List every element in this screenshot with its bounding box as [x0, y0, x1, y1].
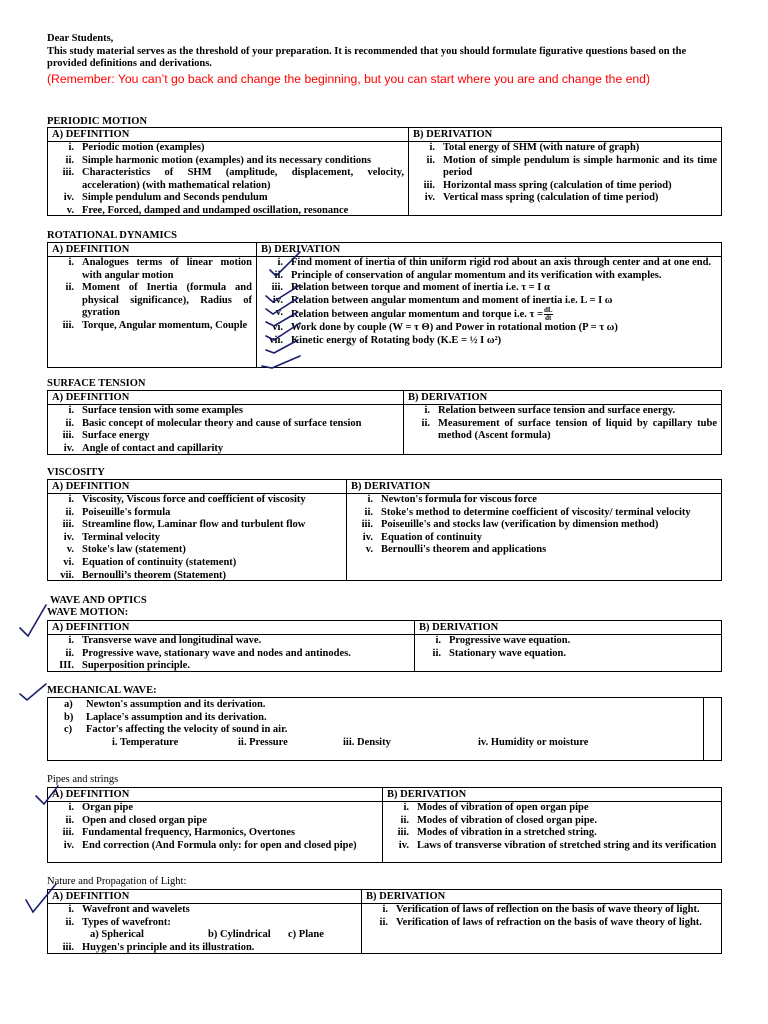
item-number: iv.	[63, 442, 74, 454]
item-number: i.	[435, 635, 441, 646]
derivation-column	[256, 243, 721, 367]
item-text: Progressive wave equation.	[449, 635, 571, 646]
item-number: iii.	[62, 941, 74, 953]
item-text: Work done by couple (W = τ Θ) and Power in rotational motion (P = τ ω)	[291, 322, 618, 334]
definition-list	[48, 257, 256, 333]
item-number: b)	[64, 711, 74, 723]
item-text: Horizontal mass spring (calculation of time period)	[443, 179, 672, 191]
section-title-mechanical-wave: MECHANICAL WAVE:	[47, 685, 157, 696]
item-number: vi.	[272, 322, 283, 334]
list-item	[48, 532, 346, 545]
item-text: Wavefront and wavelets	[82, 904, 190, 915]
definition-list	[48, 635, 414, 673]
item-number: v.	[66, 204, 74, 216]
list-item	[48, 320, 256, 333]
item-number: iv.	[63, 839, 74, 851]
item-number: i.	[68, 802, 74, 813]
empty-column	[703, 698, 721, 760]
derivation-header: B) DERIVATION	[415, 621, 721, 635]
item-text: Verification of laws of refraction on the basis of wave theory of light.	[396, 916, 702, 928]
list-item	[383, 827, 721, 840]
item-text: Factor's affecting the velocity of sound in air.	[86, 724, 288, 736]
section-title-light: Nature and Propagation of Light:	[47, 876, 187, 887]
definition-list	[48, 142, 408, 218]
item-text: Kinetic energy of Rotating body (K.E = ½ I ω²)	[291, 334, 502, 346]
item-number: iii.	[271, 282, 283, 294]
factor-item: ii. Pressure	[238, 736, 288, 748]
intro	[47, 33, 727, 71]
wavefront-types	[48, 929, 361, 942]
item-text: Measurement of surface tension of liquid by capillary tube method (Ascent formula)	[438, 417, 717, 442]
factor-item: iv. Humidity or moisture	[478, 736, 589, 748]
item-number: ii.	[379, 916, 388, 928]
list-item	[347, 544, 721, 557]
periodic-motion-table	[47, 127, 722, 216]
item-number: i.	[68, 257, 74, 268]
item-text: Equation of continuity	[381, 531, 482, 543]
item-number: i.	[429, 142, 435, 153]
section-title-viscosity: VISCOSITY	[47, 467, 105, 478]
list-item	[409, 155, 721, 180]
item-number: iii.	[423, 179, 435, 191]
derivation-column	[382, 788, 721, 862]
item-number: v.	[66, 544, 74, 556]
definition-header: A) DEFINITION	[48, 788, 382, 802]
list-item	[347, 532, 721, 545]
item-number: ii.	[65, 814, 74, 826]
definition-list	[48, 405, 403, 455]
list-item	[409, 142, 721, 155]
item-text: Newton's assumption and its derivation.	[86, 699, 266, 710]
list-item	[48, 192, 408, 205]
list-item	[257, 322, 721, 335]
item-text: Progressive wave, stationary wave and nodes and antinodes.	[82, 647, 351, 659]
item-number: i.	[68, 405, 74, 416]
wavefront-type: b) Cylindrical	[208, 929, 271, 941]
remember-note: (Remember: You can’t go back and change the beginning, but you can start where you are and change the end)	[47, 72, 651, 86]
item-text: Huygen's principle and its illustration.	[82, 941, 255, 953]
item-number: i.	[382, 904, 388, 915]
item-number: ii.	[421, 417, 430, 429]
wavefront-type: c) Plane	[288, 929, 324, 941]
list-item	[347, 494, 721, 507]
list-item	[48, 942, 361, 955]
item-number: v.	[275, 307, 283, 319]
item-number: a)	[64, 699, 73, 710]
definition-header: A) DEFINITION	[48, 480, 346, 494]
definition-header: A) DEFINITION	[48, 128, 408, 142]
item-number: iv.	[362, 531, 373, 543]
list-item	[48, 519, 346, 532]
list-item	[48, 544, 346, 557]
definition-header: A) DEFINITION	[48, 890, 361, 904]
item-number: iv.	[63, 192, 74, 204]
item-number: iii.	[361, 519, 373, 531]
item-number: ii.	[432, 647, 441, 659]
definition-list	[48, 904, 361, 954]
item-number: ii.	[364, 506, 373, 518]
item-text: Laplace's assumption and its derivation.	[86, 711, 267, 723]
list-item	[48, 494, 346, 507]
item-text: Principle of conservation of angular momentum and its verification with examples.	[291, 269, 662, 281]
item-number: iii.	[62, 319, 74, 331]
item-number: iv.	[272, 294, 283, 306]
light-table	[47, 889, 722, 954]
item-text: Angle of contact and capillarity	[82, 442, 224, 454]
item-text: Modes of vibration of open organ pipe	[417, 802, 589, 813]
item-text: Modes of vibration of closed organ pipe.	[417, 814, 597, 826]
item-text: Analogues terms of linear motion with angular motion	[82, 257, 252, 281]
definition-list	[48, 494, 346, 582]
definition-column	[48, 391, 403, 454]
fraction-numerator: dL	[543, 306, 553, 315]
item-number: ii.	[65, 916, 74, 928]
list-item	[48, 660, 414, 673]
list-item	[48, 802, 382, 815]
item-number: iii.	[62, 430, 74, 442]
item-number: ii.	[426, 154, 435, 166]
definition-column	[48, 128, 408, 215]
list-item	[48, 507, 346, 520]
item-text: Poiseuille's and stocks law (verification by dimension method)	[381, 519, 659, 531]
list-item	[48, 648, 414, 661]
item-number: ii.	[65, 154, 74, 166]
item-text: Superposition principle.	[82, 660, 190, 672]
item-text: Modes of vibration in a stretched string.	[417, 827, 597, 839]
item-text: Fundamental frequency, Harmonics, Overtones	[82, 827, 296, 839]
list-item	[48, 205, 408, 218]
item-text: Relation between surface tension and surface energy.	[438, 405, 676, 416]
mechanical-wave-list	[48, 699, 703, 737]
derivation-header: B) DERIVATION	[404, 391, 721, 405]
section-title-surface-tension: SURFACE TENSION	[47, 378, 146, 389]
derivation-list	[257, 257, 721, 348]
item-number: ii.	[65, 282, 74, 294]
derivation-header: B) DERIVATION	[257, 243, 721, 257]
list-item	[257, 295, 721, 308]
list-item	[347, 519, 721, 532]
list-item	[409, 192, 721, 205]
derivation-header: B) DERIVATION	[383, 788, 721, 802]
mechanical-wave-table	[47, 697, 722, 761]
list-item	[347, 507, 721, 520]
item-number: ii.	[400, 814, 409, 826]
item-number: i.	[277, 257, 283, 268]
item-number: iii.	[62, 167, 74, 179]
item-text: Surface tension with some examples	[82, 405, 243, 416]
item-text: Laws of transverse vibration of stretched string and its verification	[417, 839, 717, 851]
pipes-and-strings-table	[47, 787, 722, 863]
item-number: vi.	[63, 556, 74, 568]
tick-mark	[20, 684, 46, 700]
item-text: End correction (And Formula only: for open and closed pipe)	[82, 839, 357, 851]
greeting: Dear Students,	[47, 33, 114, 44]
list-item	[48, 142, 408, 155]
list-item	[48, 724, 703, 737]
list-item	[383, 802, 721, 815]
item-text: Newton's formula for viscous force	[381, 494, 537, 505]
item-text: Organ pipe	[82, 802, 134, 813]
item-text: Viscosity, Viscous force and coefficient of viscosity	[82, 494, 306, 505]
list-item	[257, 335, 721, 348]
list-item	[404, 405, 721, 418]
fraction-denominator: dt	[545, 314, 552, 323]
item-text: Stoke's law (statement)	[82, 544, 186, 556]
item-text: Simple harmonic motion (examples) and its necessary conditions	[82, 154, 372, 166]
rotational-dynamics-table	[47, 242, 722, 368]
item-text: Free, Forced, damped and undamped oscillation, resonance	[82, 204, 349, 216]
section-title-rotational-dynamics: ROTATIONAL DYNAMICS	[47, 230, 177, 241]
item-text: Torque, Angular momentum, Couple	[82, 319, 248, 331]
derivation-column	[408, 128, 721, 215]
viscosity-table	[47, 479, 722, 581]
item-text: Bernoulli’s theorem (Statement)	[82, 569, 227, 581]
item-text: Stoke's method to determine coefficient of viscosity/ terminal velocity	[381, 506, 691, 518]
definition-column	[48, 243, 256, 367]
list-item	[404, 418, 721, 443]
list-item	[48, 405, 403, 418]
item-text: Open and closed organ pipe	[82, 814, 207, 826]
list-item	[48, 904, 361, 917]
list-item	[257, 282, 721, 295]
item-text: Bernoulli's theorem and applications	[381, 544, 547, 556]
list-item	[48, 815, 382, 828]
wavefront-type: a) Spherical	[90, 929, 144, 941]
item-number: i.	[68, 635, 74, 646]
section-title-wave-and-optics: WAVE AND OPTICS	[50, 595, 147, 606]
list-item	[409, 180, 721, 193]
derivation-list	[347, 494, 721, 557]
item-text: Total energy of SHM (with nature of graph)	[443, 142, 640, 153]
item-text: Verification of laws of reflection on the basis of wave theory of light.	[396, 904, 700, 915]
list-item	[48, 840, 382, 853]
list-item	[48, 257, 256, 282]
item-text: Motion of simple pendulum is simple harmonic and its time period	[443, 154, 717, 179]
item-text: Basic concept of molecular theory and cause of surface tension	[82, 417, 362, 429]
derivation-list	[404, 405, 721, 443]
list-item	[48, 699, 703, 712]
item-number: iii.	[62, 827, 74, 839]
list-item	[383, 840, 721, 853]
item-text: Terminal velocity	[82, 531, 161, 543]
mechanical-wave-content	[48, 698, 703, 760]
list-item	[48, 155, 408, 168]
item-number: iv.	[424, 192, 435, 204]
item-text: Moment of Inertia (formula and physical significance), Radius of gyration	[82, 282, 252, 319]
list-item	[48, 430, 403, 443]
factor-item: iii. Density	[343, 736, 391, 748]
definition-column	[48, 621, 414, 671]
list-item	[48, 917, 361, 930]
item-number: i.	[424, 405, 430, 416]
list-item	[48, 443, 403, 456]
list-item	[48, 557, 346, 570]
item-number: c)	[64, 724, 73, 736]
item-number: i.	[68, 494, 74, 505]
definition-header: A) DEFINITION	[48, 243, 256, 257]
item-number: III.	[59, 660, 74, 672]
item-number: ii.	[65, 417, 74, 429]
derivation-header: B) DERIVATION	[347, 480, 721, 494]
list-item	[257, 257, 721, 270]
surface-tension-table	[47, 390, 722, 455]
item-number: iii.	[397, 827, 409, 839]
item-number: i.	[367, 494, 373, 505]
item-text: Poiseuille's formula	[82, 506, 171, 518]
list-item	[257, 270, 721, 283]
section-title-periodic-motion: PERIODIC MOTION	[47, 116, 148, 127]
item-text: Find moment of inertia of thin uniform rigid rod about an axis through center and at one end.	[291, 257, 712, 268]
derivation-column	[361, 890, 721, 953]
item-number: ii.	[65, 506, 74, 518]
definition-header: A) DEFINITION	[48, 391, 403, 405]
derivation-header: B) DERIVATION	[409, 128, 721, 142]
list-item	[383, 815, 721, 828]
item-number: v.	[365, 544, 373, 556]
item-number: iii.	[62, 519, 74, 531]
item-text: Stationary wave equation.	[449, 647, 566, 659]
list-item	[415, 648, 721, 661]
derivation-column	[403, 391, 721, 454]
list-item	[48, 167, 408, 192]
tick-mark	[20, 605, 46, 636]
factor-list	[48, 737, 703, 750]
definition-column	[48, 788, 382, 862]
derivation-list	[415, 635, 721, 660]
list-item	[48, 712, 703, 725]
fraction-dl-dt	[544, 307, 553, 322]
item-text: Vertical mass spring (calculation of time period)	[443, 192, 659, 204]
item-number: ii.	[65, 647, 74, 659]
derivation-header: B) DERIVATION	[362, 890, 721, 904]
item-text: Relation between angular momentum and moment of inertia i.e. L = I ω	[291, 294, 613, 306]
list-item	[48, 282, 256, 320]
item-text: Simple pendulum and Seconds pendulum	[82, 192, 268, 204]
section-title-pipes-and-strings: Pipes and strings	[47, 774, 119, 785]
item-text: Characteristics of SHM (amplitude, displacement, velocity, acceleration) (with mathematical relation)	[82, 167, 404, 191]
item-number: iv.	[398, 839, 409, 851]
list-item	[48, 418, 403, 431]
item-number: i.	[68, 142, 74, 153]
section-title-wave-motion: WAVE MOTION:	[47, 607, 129, 618]
definition-column	[48, 890, 361, 953]
item-text: Periodic motion (examples)	[82, 142, 205, 153]
factor-item: i. Temperature	[112, 736, 179, 748]
list-item	[48, 635, 414, 648]
list-item	[257, 307, 721, 322]
wave-motion-table	[47, 620, 722, 672]
intro-paragraph: This study material serves as the threshold of your preparation. It is recommended that you should formulate figurative questions based on the provided definitions and derivations.	[47, 45, 687, 70]
item-number: iv.	[63, 531, 74, 543]
derivation-list	[383, 802, 721, 852]
list-item	[415, 635, 721, 648]
item-text: Types of wavefront:	[82, 916, 171, 928]
definition-list	[48, 802, 382, 852]
item-text: Surface energy	[82, 430, 150, 442]
list-item	[362, 904, 721, 917]
item-text: Streamline flow, Laminar flow and turbulent flow	[82, 519, 306, 531]
item-number: i.	[68, 904, 74, 915]
derivation-list	[362, 904, 721, 929]
derivation-column	[346, 480, 721, 580]
definition-header: A) DEFINITION	[48, 621, 414, 635]
item-number: ii.	[274, 269, 283, 281]
definition-column	[48, 480, 346, 580]
item-text: Relation between angular momentum and torque i.e. τ =	[291, 309, 543, 321]
derivation-column	[414, 621, 721, 671]
list-item	[48, 827, 382, 840]
item-text: Equation of continuity (statement)	[82, 556, 237, 568]
item-number: vii.	[269, 334, 283, 346]
derivation-list	[409, 142, 721, 205]
item-number: vii.	[60, 569, 74, 581]
list-item	[362, 917, 721, 930]
item-number: i.	[403, 802, 409, 813]
list-item	[48, 570, 346, 583]
item-text: Transverse wave and longitudinal wave.	[82, 635, 262, 646]
item-text: Relation between torque and moment of inertia i.e. τ = I α	[291, 282, 550, 294]
